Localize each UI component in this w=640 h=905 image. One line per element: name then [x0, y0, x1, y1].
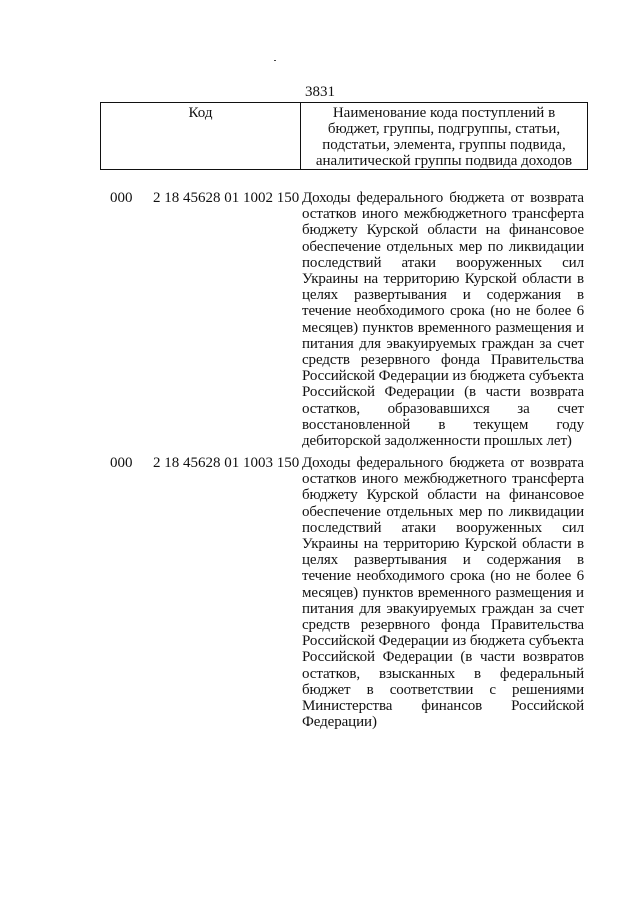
- admin-code: 000: [110, 455, 133, 471]
- table-header: [100, 102, 588, 170]
- admin-code: 000: [110, 190, 133, 206]
- budget-classification-code: 2 18 45628 01 1002 150: [153, 190, 300, 206]
- income-description: Доходы федерального бюджета от возврата остатков иного межбюджетного трансферта бюджету Курской области на финансовое обеспечение отдельных мер по ликвидации последствий атаки вооруженных сил Украины на территорию Курской области в целях развертывания и содержания в течение необходимого срока (но не более 6 месяцев) пунктов временного размещения и питания для эвакуируемых граждан за счет средств резервного фонда Правительства Российской Федерации из бюджета субъекта Российской Федерации (в части возвратов остатков, взысканных в федеральный бюджет в соответствии с решениями Министерства финансов Российской Федерации): [302, 455, 584, 731]
- budget-classification-code: 2 18 45628 01 1003 150: [153, 455, 300, 471]
- scan-speck: [274, 60, 276, 61]
- header-name-cell: Наименование кода поступлений в бюджет, группы, подгруппы, статьи, подстатьи, элемента, группы подвида, аналитической группы подвида доходов: [315, 105, 573, 169]
- header-code-cell: Код: [101, 103, 301, 169]
- income-description: Доходы федерального бюджета от возврата остатков иного межбюджетного трансферта бюджету Курской области на финансовое обеспечение отдельных мер по ликвидации последствий атаки вооруженных сил Украины на территорию Курской области в целях развертывания и содержания в течение необходимого срока (но не более 6 месяцев) пунктов временного размещения и питания для эвакуируемых граждан за счет средств резервного фонда Правительства Российской Федерации из бюджета субъекта Российской Федерации (в части возврата остатков, образовавшихся за счет восстановленной в текущем году дебиторской задолженности прошлых лет): [302, 190, 584, 450]
- page-number: 3831: [305, 84, 335, 100]
